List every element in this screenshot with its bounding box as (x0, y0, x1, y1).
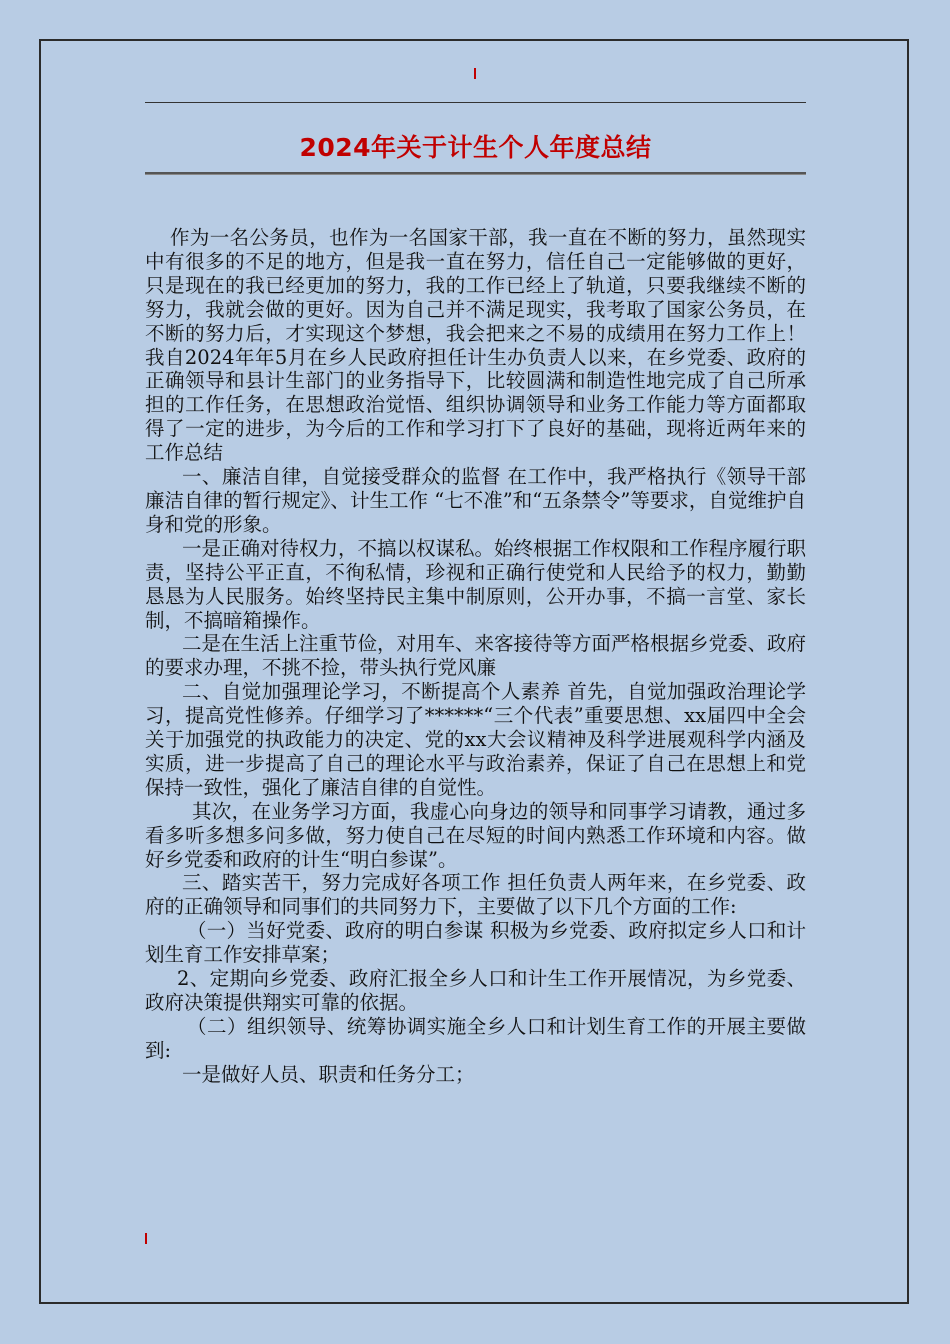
paragraph-item-thrift: 二是在生活上注重节俭，对用车、来客接待等方面严格根据乡党委、政府的要求办理，不挑不捡，带头执行党风廉 (145, 632, 807, 680)
paragraph-section-3: 三、踏实苦干，努力完成好各项工作 担任负责人两年来，在乡党委、政府的正确领导和同事们的共同努力下，主要做了以下几个方面的工作: (145, 871, 806, 919)
header-rule (145, 102, 806, 103)
paragraph-intro: 作为一名公务员，也作为一名国家干部，我一直在不断的努力，虽然现实中有很多的不足的地方，但是我一直在努力，信任自己一定能够做的更好，只是现在的我已经更加的努力，我的工作已经上了轨道，只要我继续不断的努力，我就会做的更好。因为自己并不满足现实，我考取了国家公务员，在不断的努力后，才实现这个梦想，我会把来之不易的成绩用在努力工作上！ 我自2024年年5月在乡人民政府担任计生办负责人以来，在乡党委、政府的正确领导和县计生部门的业务指导下，比较圆满和制造性地完成了自己所承担的工作任务，在思想政治觉悟、组织协调领导和业务工作能力等方面都取得了一定的进步，为今后的工作和学习打下了良好的基础，现将近两年来的工作总结 (145, 226, 806, 465)
document-title: 2024年关于计生个人年度总结 (299, 133, 652, 162)
paragraph-section-2: 二、自觉加强理论学习，不断提高个人素养 首先，自觉加强政治理论学习，提高党性修养。仔细学习了******“三个代表”重要思想、xx届四中全会关于加强党的执政能力的决定、党的xx大会议精神及科学进展观科学内涵及实质，进一步提高了自己的理论水平与政治素养，保证了自己在思想上和党保持一致性，强化了廉洁自律的自觉性。 (145, 680, 806, 799)
paragraph-item-2: 2、定期向乡党委、政府汇报全乡人口和计生工作开展情况，为乡党委、政府决策提供翔实可靠的依据。 (145, 967, 806, 1014)
title-rule (145, 172, 806, 174)
footer-mark (145, 1233, 147, 1244)
paragraph-subsection-1: （一）当好党委、政府的明白参谋 积极为乡党委、政府拟定乡人口和计划生育工作安排草案； (145, 919, 806, 967)
paragraph-item-staff: 一是做好人员、职责和任务分工； (182, 1062, 475, 1086)
paragraph-study: 其次，在业务学习方面，我虚心向身边的领导和同事学习请教，通过多看多听多想多问多做，努力使自己在尽短的时间内熟悉工作环境和内容。做好乡党委和政府的计生“明白参谋”。 (145, 799, 806, 871)
paragraph-section-1: 一、廉洁自律，自觉接受群众的监督 在工作中，我严格执行《领导干部廉洁自律的暂行规定》、计生工作 “七不准”和“五条禁令”等要求，自觉维护自身和党的形象。 (145, 465, 806, 536)
paragraph-subsection-2: （二）组织领导、统筹协调实施全乡人口和计划生育工作的开展主要做到: (145, 1014, 806, 1062)
document-body (145, 226, 806, 1087)
paragraph-item-power: 一是正确对待权力，不搞以权谋私。始终根据工作权限和工作程序履行职责，坚持公平正直，不徇私情，珍视和正确行使党和人民给予的权力，勤勤恳恳为人民服务。始终坚持民主集中制原则，公开办事，不搞一言堂、家长制，不搞暗箱操作。 (145, 536, 807, 632)
header-mark (474, 68, 476, 79)
